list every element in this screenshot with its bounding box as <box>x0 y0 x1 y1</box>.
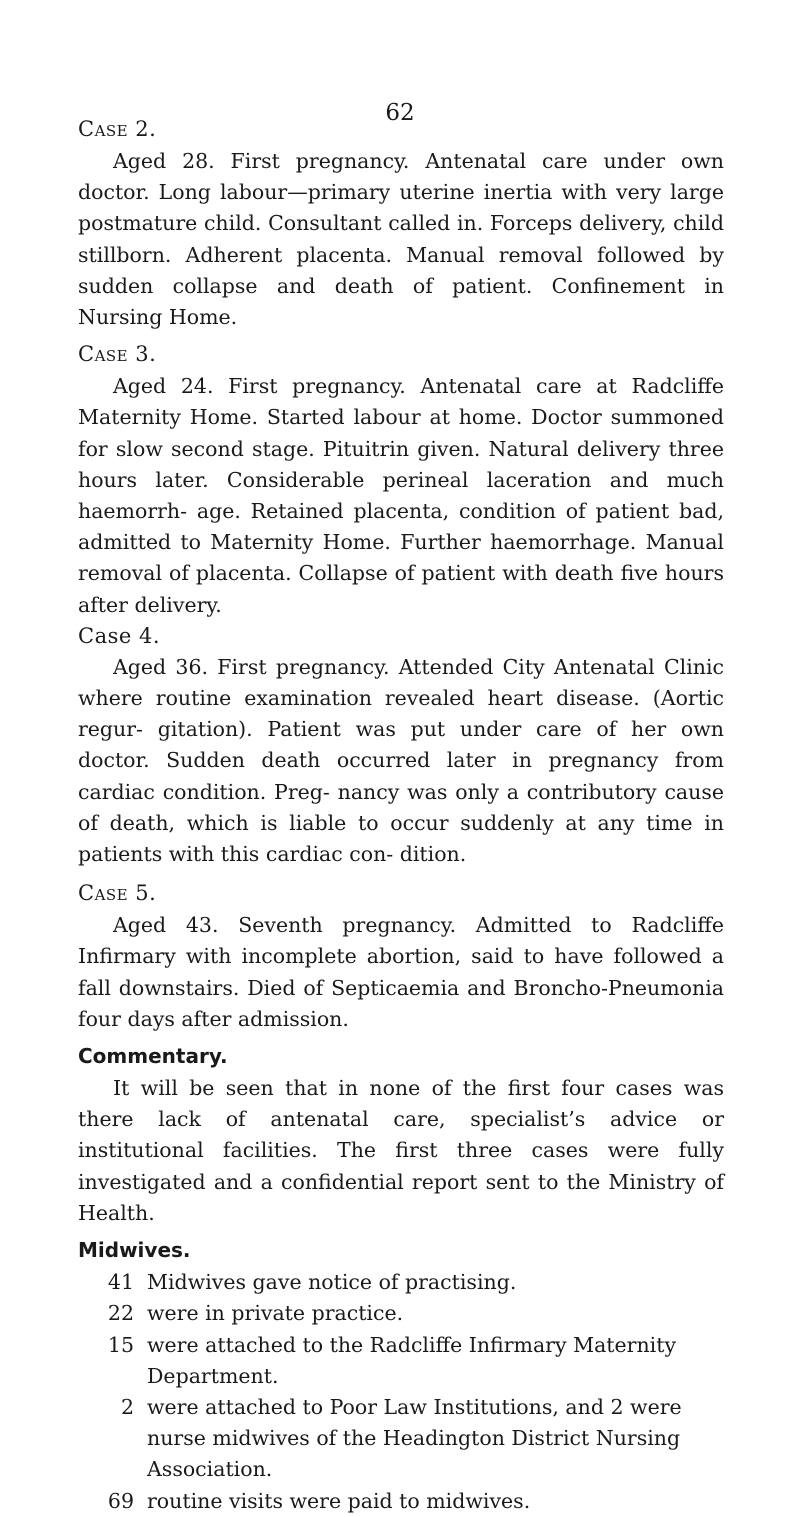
list-item <box>78 1392 724 1486</box>
list-item-number: 69 <box>107 1488 134 1513</box>
commentary-text: It will be seen that in none of the first four cases was there lack of antenatal care, specialist’s advice or institutional facilities. The first three cases were fully investigated and a confidential report sent to the Ministry of Health. <box>78 1076 724 1225</box>
list-item-number: 15 <box>107 1332 134 1357</box>
list-item-text: were attached to Poor Law Institutions, and 2 were nurse midwives of the Headington District Nursing Association. <box>147 1394 682 1482</box>
midwives-heading: Midwives. <box>78 1238 191 1263</box>
case-2-heading: Case 2. <box>78 117 157 141</box>
list-item-text: routine visits were paid to midwives. <box>147 1488 531 1513</box>
list-item <box>78 1298 724 1329</box>
midwives-list <box>78 1267 724 1517</box>
case-5-text: Aged 43. Seventh pregnancy. Admitted to Radcliffe Infirmary with incomplete abortion, said to have followed a fall downstairs. Died of Septicaemia and Broncho-Pneumonia four days after admission. <box>78 913 724 1031</box>
page-number: 62 <box>385 100 415 126</box>
list-item-text: were attached to the Radcliffe Infirmary Maternity Department. <box>147 1332 677 1388</box>
list-item-number: 22 <box>107 1301 134 1326</box>
case-2-text: Aged 28. First pregnancy. Antenatal care under own doctor. Long labour—primary uterine inertia with very large postmature child. Consultant called in. Forceps delivery, child stillborn. Adherent placenta. Manual removal followed by sudden collapse and death of patient. Confinement in Nursing Home. <box>78 149 724 330</box>
list-item <box>78 1267 724 1298</box>
list-item <box>78 1330 724 1392</box>
list-item-text: Midwives gave notice of practising. <box>147 1270 517 1295</box>
document-page <box>78 98 724 1517</box>
list-item-number: 41 <box>107 1270 134 1295</box>
case-5-heading: Case 5. <box>78 881 157 906</box>
case-3-heading: Case 3. <box>78 342 157 367</box>
list-item-text: were in private practice. <box>147 1301 404 1326</box>
list-item-number: 2 <box>120 1394 134 1419</box>
case-4-heading: Case 4. <box>78 623 161 648</box>
case-4-text: Aged 36. First pregnancy. Attended City Antenatal Clinic where routine examination revealed heart disease. (Aortic regur- gitation). Patient was put under care of her own doctor. Sudden death occurred later in pregnancy from cardiac condition. Preg- nancy was only a contributory cause of death, which is liable to occur suddenly at any time in patients with this cardiac con- dition. <box>78 654 724 867</box>
case-3-text: Aged 24. First pregnancy. Antenatal care at Radcliffe Maternity Home. Started labour at home. Doctor summoned for slow second stage. Pituitrin given. Natural delivery three hours later. Considerable perineal laceration and much haemorrh- age. Retained placenta, condition of patient bad, admitted to Maternity Home. Further haemorrhage. Manual removal of placenta. Collapse of patient with death five hours after delivery. <box>78 374 724 617</box>
commentary-heading: Commentary. <box>78 1044 228 1069</box>
list-item <box>78 1486 724 1517</box>
